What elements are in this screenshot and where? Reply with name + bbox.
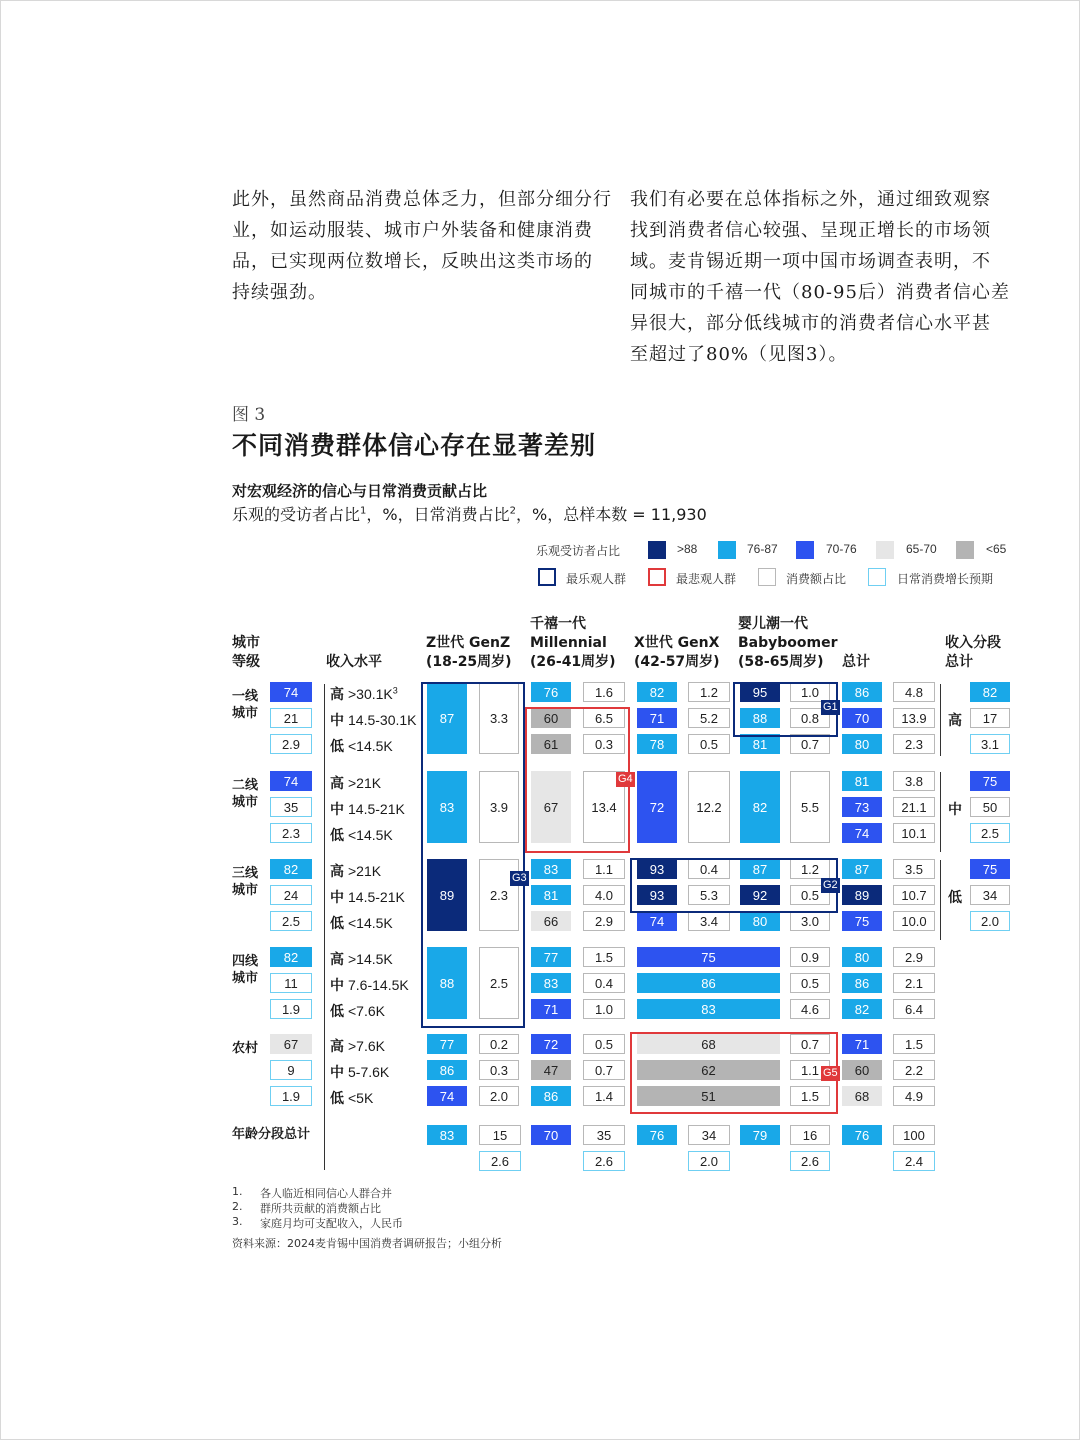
figure-label: 图 3 (232, 405, 266, 425)
millennial-confidence-cell: 66 (531, 911, 571, 931)
divider-line (940, 684, 941, 756)
total-spend-cell: 13.9 (893, 708, 935, 728)
header-line: Z世代 GenZ (426, 635, 511, 651)
genz-confidence-cell: 86 (427, 1060, 467, 1080)
total-confidence-cell: 80 (842, 734, 882, 754)
income-share-cell: 11 (270, 973, 312, 993)
total-confidence-cell: 70 (842, 708, 882, 728)
millennial-spend-cell: 1.6 (583, 682, 625, 702)
genx-spend-cell: 3.4 (688, 911, 730, 931)
legend-title: 乐观受访者占比 (536, 544, 621, 558)
legend-label: 消费额占比 (786, 572, 847, 586)
millennial-confidence-merged-cell: 67 (531, 771, 571, 843)
group-box-g3 (421, 682, 525, 1028)
city-label-tier1 (232, 688, 258, 722)
total-confidence-cell: 60 (842, 1060, 882, 1080)
genz-spend-merged-cell: 3.3 (479, 682, 519, 754)
legend-label: 最乐观人群 (566, 572, 627, 586)
income-level-label: 高 >14.5K (330, 951, 393, 968)
millennial-spend-cell: 6.5 (583, 708, 625, 728)
genx-boomer-merged-cell: 68 (637, 1034, 780, 1054)
genx-boomer-merged-cell: 62 (637, 1060, 780, 1080)
header-line: 收入分段 (945, 635, 1001, 651)
label-line: 一线 (232, 689, 259, 704)
millennial-spend-cell: 0.3 (583, 734, 625, 754)
header-income: 收入水平 (326, 654, 382, 670)
group-tag-g2: G2 (823, 879, 838, 891)
header-city (232, 634, 260, 672)
header-income-total (945, 634, 1001, 672)
divider-line (940, 772, 941, 852)
footnote-2: 群所共贡献的消费额占比 (260, 1202, 381, 1215)
genx-spend-cell: 5.2 (688, 708, 730, 728)
boomer-confidence-cell: 81 (740, 734, 780, 754)
income-total-confidence-cell: 82 (970, 682, 1010, 702)
millennial-spend-cell: 0.5 (583, 1034, 625, 1054)
header-line: 等级 (232, 654, 260, 670)
boomer-spend-cell: 1.1 (790, 1060, 830, 1080)
footnote-1: 各人临近相同信心人群合并 (260, 1187, 392, 1200)
total-confidence-cell: 74 (842, 823, 882, 843)
millennial-confidence-cell: 76 (531, 682, 571, 702)
genx-confidence-cell: 82 (637, 682, 677, 702)
age-total-growth-cell: 2.6 (790, 1151, 830, 1171)
millennial-spend-cell: 0.7 (583, 1060, 625, 1080)
city-label-tier4 (232, 953, 258, 987)
genz-spend-merged-cell: 2.3 (479, 859, 519, 931)
genx-spend-cell: 5.3 (688, 885, 730, 905)
boomer-spend-cell: 4.6 (790, 999, 830, 1019)
income-total-confidence-cell: 75 (970, 859, 1010, 879)
millennial-confidence-cell: 72 (531, 1034, 571, 1054)
genz-confidence-merged-cell: 89 (427, 859, 467, 931)
text-line: 持续强劲。 (232, 282, 327, 303)
intro-right-paragraph (630, 184, 1030, 370)
income-level-label: 中 7.6-14.5K (330, 977, 409, 994)
total-spend-cell: 4.8 (893, 682, 935, 702)
divider-line (324, 684, 325, 1170)
millennial-spend-cell: 2.9 (583, 911, 625, 931)
genz-confidence-merged-cell: 87 (427, 682, 467, 754)
genz-confidence-merged-cell: 83 (427, 771, 467, 843)
genx-spend-merged-cell: 12.2 (688, 771, 730, 843)
header-millennial (530, 615, 616, 672)
income-total-group-label: 中 (948, 802, 962, 818)
header-total: 总计 (842, 654, 870, 670)
boomer-confidence-merged-cell: 82 (740, 771, 780, 843)
boomer-spend-cell: 0.7 (790, 734, 830, 754)
genx-boomer-merged-cell: 83 (637, 999, 780, 1019)
boomer-spend-cell: 3.0 (790, 911, 830, 931)
text-line: 至超过了80%（见图3）。 (630, 344, 848, 365)
total-confidence-cell: 82 (842, 999, 882, 1019)
group-tag-g1: G1 (823, 701, 838, 713)
legend-label: 最悲观人群 (676, 572, 737, 586)
genz-confidence-cell: 77 (427, 1034, 467, 1054)
header-genz (426, 634, 512, 672)
legend-swatch-blue (796, 541, 814, 559)
legend-swatch-dark (648, 541, 666, 559)
genz-spend-cell: 0.3 (479, 1060, 519, 1080)
text-line: 我们有必要在总体指标之外，通过细致观察 (630, 189, 991, 210)
boomer-spend-cell: 0.7 (790, 1034, 830, 1054)
total-spend-cell: 10.1 (893, 823, 935, 843)
boomer-confidence-cell: 80 (740, 911, 780, 931)
total-confidence-cell: 87 (842, 859, 882, 879)
group-box-g5 (630, 1032, 838, 1114)
boomer-confidence-cell: 92 (740, 885, 780, 905)
millennial-confidence-cell: 71 (531, 999, 571, 1019)
income-level-label: 低 <14.5K (330, 827, 393, 844)
genx-confidence-cell: 74 (637, 911, 677, 931)
income-level-label: 低 <7.6K (330, 1003, 385, 1020)
income-share-cell: 82 (270, 947, 312, 967)
label-line: 四线 (232, 954, 259, 969)
label-line: 城市 (232, 883, 259, 898)
figure-subtitle: 对宏观经济的信心与日常消费贡献占比 (232, 482, 488, 500)
income-level-label: 低 <14.5K (330, 738, 393, 755)
income-level-label: 高 >21K (330, 863, 382, 880)
age-total-growth-cell: 2.6 (479, 1151, 521, 1171)
total-confidence-cell: 68 (842, 1086, 882, 1106)
text-line: 异很大，部分低线城市的消费者信心水平甚 (630, 313, 991, 334)
genx-confidence-cell: 71 (637, 708, 677, 728)
header-line: Millennial (530, 635, 607, 651)
legend-box-optimistic (538, 568, 556, 586)
footnote-2-num: 2. (232, 1200, 243, 1213)
boomer-spend-merged-cell: 5.5 (790, 771, 830, 843)
boomer-confidence-cell: 88 (740, 708, 780, 728)
header-line: 城市 (232, 635, 260, 651)
header-line: 千禧一代 (530, 616, 586, 632)
genx-spend-cell: 0.5 (688, 734, 730, 754)
millennial-spend-cell: 1.4 (583, 1086, 625, 1106)
group-tag-g4: G4 (618, 773, 633, 785)
total-spend-cell: 3.5 (893, 859, 935, 879)
total-spend-cell: 2.9 (893, 947, 935, 967)
genx-confidence-cell: 93 (637, 859, 677, 879)
income-share-cell: 2.3 (270, 823, 312, 843)
legend-label: 76-87 (747, 542, 778, 556)
income-share-cell: 74 (270, 771, 312, 791)
boomer-spend-cell: 1.2 (790, 859, 830, 879)
income-share-cell: 2.9 (270, 734, 312, 754)
millennial-spend-cell: 4.0 (583, 885, 625, 905)
legend-box-growth (868, 568, 886, 586)
text-line: 此外，虽然商品消费总体乏力，但部分细分行 (232, 189, 612, 210)
age-total-cell: 76 (842, 1125, 882, 1145)
income-total-spend-cell: 34 (970, 885, 1010, 905)
age-total-growth-cell: 2.4 (893, 1151, 935, 1171)
genz-spend-cell: 2.0 (479, 1086, 519, 1106)
legend-box-spend (758, 568, 776, 586)
legend-box-pessimistic (648, 568, 666, 586)
footnote-3-num: 3. (232, 1215, 243, 1228)
legend-swatch-gray (956, 541, 974, 559)
total-spend-cell: 1.5 (893, 1034, 935, 1054)
legend-swatch-lightgray (876, 541, 894, 559)
income-share-cell: 21 (270, 708, 312, 728)
boomer-confidence-cell: 95 (740, 682, 780, 702)
millennial-confidence-cell: 83 (531, 973, 571, 993)
footnote-3: 家庭月均可支配收入，人民币 (260, 1217, 403, 1230)
boomer-confidence-cell: 87 (740, 859, 780, 879)
total-confidence-cell: 75 (842, 911, 882, 931)
city-label-tier3 (232, 865, 258, 899)
boomer-spend-cell: 0.8 (790, 708, 830, 728)
header-genx (634, 634, 720, 672)
millennial-confidence-cell: 60 (531, 708, 571, 728)
income-total-confidence-cell: 75 (970, 771, 1010, 791)
income-total-spend-cell: 17 (970, 708, 1010, 728)
header-line: (58-65周岁) (738, 654, 824, 670)
header-line: (42-57周岁) (634, 654, 720, 670)
genx-boomer-merged-cell: 75 (637, 947, 780, 967)
genx-boomer-merged-cell: 51 (637, 1086, 780, 1106)
total-confidence-cell: 89 (842, 885, 882, 905)
total-spend-cell: 2.1 (893, 973, 935, 993)
age-total-cell: 76 (637, 1125, 677, 1145)
total-spend-cell: 21.1 (893, 797, 935, 817)
income-total-growth-cell: 2.5 (970, 823, 1010, 843)
label-line: 城市 (232, 706, 259, 721)
total-confidence-cell: 73 (842, 797, 882, 817)
age-total-cell: 70 (531, 1125, 571, 1145)
group-tag-g5: G5 (823, 1067, 838, 1079)
genz-spend-merged-cell: 3.9 (479, 771, 519, 843)
group-tag-g3: G3 (512, 872, 527, 884)
boomer-spend-cell: 0.5 (790, 973, 830, 993)
millennial-confidence-cell: 86 (531, 1086, 571, 1106)
genx-spend-cell: 1.2 (688, 682, 730, 702)
millennial-spend-cell: 1.1 (583, 859, 625, 879)
legend-label: <65 (986, 542, 1007, 556)
millennial-confidence-cell: 61 (531, 734, 571, 754)
income-share-cell: 24 (270, 885, 312, 905)
note-part: ，%，总样本数 = 11,930 (515, 505, 707, 524)
intro-left-paragraph (232, 184, 612, 308)
millennial-confidence-cell: 81 (531, 885, 571, 905)
income-share-cell: 2.5 (270, 911, 312, 931)
millennial-spend-merged-cell: 13.4 (583, 771, 625, 843)
income-level-label: 高 >21K (330, 775, 382, 792)
age-total-growth-cell: 2.6 (583, 1151, 625, 1171)
legend-label: 65-70 (906, 542, 937, 556)
footnote-ref: 1 (360, 505, 367, 517)
income-total-group-label: 高 (948, 713, 962, 729)
text-line: 找到消费者信心较强、呈现正增长的市场领 (630, 220, 991, 241)
label-line: 城市 (232, 795, 259, 810)
total-confidence-cell: 81 (842, 771, 882, 791)
income-share-cell: 35 (270, 797, 312, 817)
income-level-label: 中 5-7.6K (330, 1064, 390, 1081)
genz-confidence-cell: 74 (427, 1086, 467, 1106)
income-share-cell: 1.9 (270, 1086, 312, 1106)
figure-note (232, 502, 707, 525)
header-line: 总计 (945, 654, 973, 670)
total-spend-cell: 10.7 (893, 885, 935, 905)
income-level-label: 中 14.5-21K (330, 801, 405, 818)
genx-confidence-cell: 93 (637, 885, 677, 905)
income-total-group-label: 低 (948, 890, 962, 906)
income-level-label: 中 14.5-21K (330, 889, 405, 906)
millennial-confidence-cell: 47 (531, 1060, 571, 1080)
income-level-label: 高 >7.6K (330, 1038, 385, 1055)
genx-confidence-merged-cell: 72 (637, 771, 677, 843)
genx-boomer-merged-cell: 86 (637, 973, 780, 993)
income-total-growth-cell: 3.1 (970, 734, 1010, 754)
header-line: (18-25周岁) (426, 654, 512, 670)
city-label-rural (232, 1040, 258, 1057)
total-spend-cell: 4.9 (893, 1086, 935, 1106)
total-spend-cell: 3.8 (893, 771, 935, 791)
group-box-g2 (630, 858, 838, 913)
footnote-ref: 2 (509, 505, 516, 517)
boomer-spend-cell: 0.5 (790, 885, 830, 905)
text-line: 同城市的千禧一代（80-95后）消费者信心差 (630, 282, 1010, 303)
income-total-spend-cell: 50 (970, 797, 1010, 817)
total-spend-cell: 2.3 (893, 734, 935, 754)
total-confidence-cell: 86 (842, 973, 882, 993)
total-spend-cell: 10.0 (893, 911, 935, 931)
label-line: 三线 (232, 866, 259, 881)
age-total-cell: 79 (740, 1125, 780, 1145)
millennial-spend-cell: 1.5 (583, 947, 625, 967)
divider-line (940, 860, 941, 940)
total-confidence-cell: 80 (842, 947, 882, 967)
total-spend-cell: 2.2 (893, 1060, 935, 1080)
genx-confidence-cell: 78 (637, 734, 677, 754)
income-share-cell: 82 (270, 859, 312, 879)
income-share-cell: 9 (270, 1060, 312, 1080)
millennial-confidence-cell: 83 (531, 859, 571, 879)
label-line: 二线 (232, 778, 259, 793)
label-line: 农村 (232, 1041, 259, 1056)
total-confidence-cell: 71 (842, 1034, 882, 1054)
note-part: 乐观的受访者占比 (232, 505, 361, 524)
age-total-cell: 35 (583, 1125, 625, 1145)
figure-title: 不同消费群体信心存在显著差别 (232, 431, 597, 460)
note-part: ，%，日常消费占比 (366, 505, 510, 524)
header-line: X世代 GenX (634, 635, 720, 651)
income-level-label: 中 14.5-30.1K (330, 712, 417, 729)
age-total-cell: 15 (479, 1125, 521, 1145)
age-total-cell: 100 (893, 1125, 935, 1145)
income-share-cell: 74 (270, 682, 312, 702)
label-line: 城市 (232, 971, 259, 986)
header-line: 婴儿潮一代 (738, 616, 808, 632)
group-box-g4 (525, 707, 630, 853)
income-level-label: 低 <5K (330, 1090, 374, 1107)
millennial-confidence-cell: 77 (531, 947, 571, 967)
age-total-growth-cell: 2.0 (688, 1151, 730, 1171)
legend-swatch-cyan (718, 541, 736, 559)
age-total-label: 年龄分段总计 (232, 1127, 311, 1142)
source-note: 资料来源：2024麦肯锡中国消费者调研报告；小组分析 (232, 1237, 502, 1250)
income-total-growth-cell: 2.0 (970, 911, 1010, 931)
header-line: Babyboomer (738, 635, 838, 651)
income-level-label: 低 <14.5K (330, 915, 393, 932)
millennial-spend-cell: 1.0 (583, 999, 625, 1019)
text-line: 域。麦肯锡近期一项中国市场调查表明，不 (630, 251, 991, 272)
legend-label: 日常消费增长预期 (897, 572, 994, 586)
age-total-cell: 16 (790, 1125, 830, 1145)
text-line: 品，已实现两位数增长，反映出这类市场的 (232, 251, 593, 272)
header-line: (26-41周岁) (530, 654, 616, 670)
text-line: 业，如运动服装、城市户外装备和健康消费 (232, 220, 593, 241)
income-level-label: 高 $>30.1K^3$ (330, 685, 398, 703)
income-share-cell: 67 (270, 1034, 312, 1054)
genz-spend-cell: 0.2 (479, 1034, 519, 1054)
footnote-1-num: 1. (232, 1185, 243, 1198)
boomer-spend-cell: 1.5 (790, 1086, 830, 1106)
legend-label: >88 (677, 542, 698, 556)
boomer-spend-cell: 0.9 (790, 947, 830, 967)
age-total-cell: 34 (688, 1125, 730, 1145)
genz-spend-merged-cell: 2.5 (479, 947, 519, 1019)
genz-confidence-merged-cell: 88 (427, 947, 467, 1019)
total-spend-cell: 6.4 (893, 999, 935, 1019)
boomer-spend-cell: 1.0 (790, 682, 830, 702)
header-boomer (738, 615, 838, 672)
age-total-cell: 83 (427, 1125, 467, 1145)
genx-spend-cell: 0.4 (688, 859, 730, 879)
income-share-cell: 1.9 (270, 999, 312, 1019)
total-confidence-cell: 86 (842, 682, 882, 702)
millennial-spend-cell: 0.4 (583, 973, 625, 993)
legend-label: 70-76 (826, 542, 857, 556)
city-label-tier2 (232, 777, 258, 811)
